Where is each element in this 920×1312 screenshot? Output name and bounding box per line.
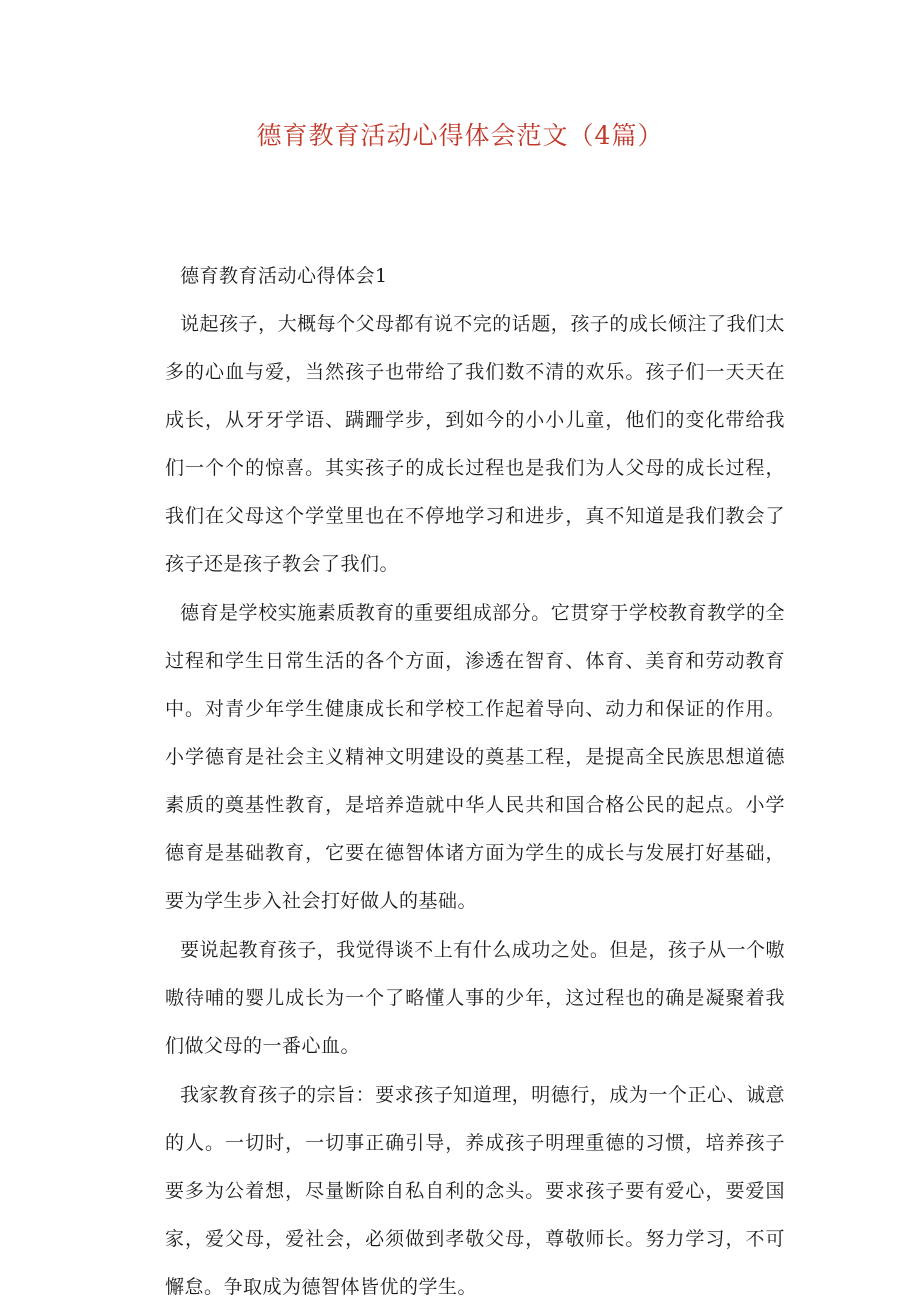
- paragraph-3: 要说起教育孩子，我觉得谈不上有什么成功之处。但是，孩子从一个嗷嗷待哺的婴儿成长为一个了略懂人事的少年，这过程也的确是凝聚着我们做父母的一番心血。: [165, 939, 785, 1057]
- paragraph-2: 德育是学校实施素质教育的重要组成部分。它贯穿于学校教育教学的全过程和学生日常生活的各个方面，渗透在智育、体育、美育和劳动教育中。对青少年学生健康成长和学校工作起着导向、动力和保证的作用。小学德育是社会主义精神文明建设的奠基工程，是提高全民族思想道德素质的奠基性教育，是培养造就中华人民共和国合格公民的起点。小学德育是基础教育，它要在德智体诸方面为学生的成长与发展打好基础，要为学生步入社会打好做人的基础。: [165, 602, 785, 912]
- paragraph-1: 说起孩子，大概每个父母都有说不完的话题，孩子的成长倾注了我们太多的心血与爱，当然孩子也带给了我们数不清的欢乐。孩子们一天天在成长，从牙牙学语、蹒跚学步，到如今的小小儿童，他们的变化带给我们一个个的惊喜。其实孩子的成长过程也是我们为人父母的成长过程，我们在父母这个学堂里也在不停地学习和进步，真不知道是我们教会了孩子还是孩子教会了我们。: [165, 313, 785, 575]
- section-heading: 德育教育活动心得体会1: [180, 265, 388, 287]
- paragraph-4: 我家教育孩子的宗旨：要求孩子知道理，明德行，成为一个正心、诚意的人。一切时，一切事正确引导，养成孩子明理重德的习惯，培养孩子要多为公着想，尽量断除自私自利的念头。要求孩子要有爱心，要爱国家，爱父母，爱社会，必须做到孝敬父母，尊敬师长。努力学习，不可懈怠。争取成为德智体皆优的学生。: [165, 1084, 785, 1298]
- document-title: 德育教育活动心得体会范文（4篇）: [256, 121, 664, 150]
- document-body: [165, 252, 785, 1312]
